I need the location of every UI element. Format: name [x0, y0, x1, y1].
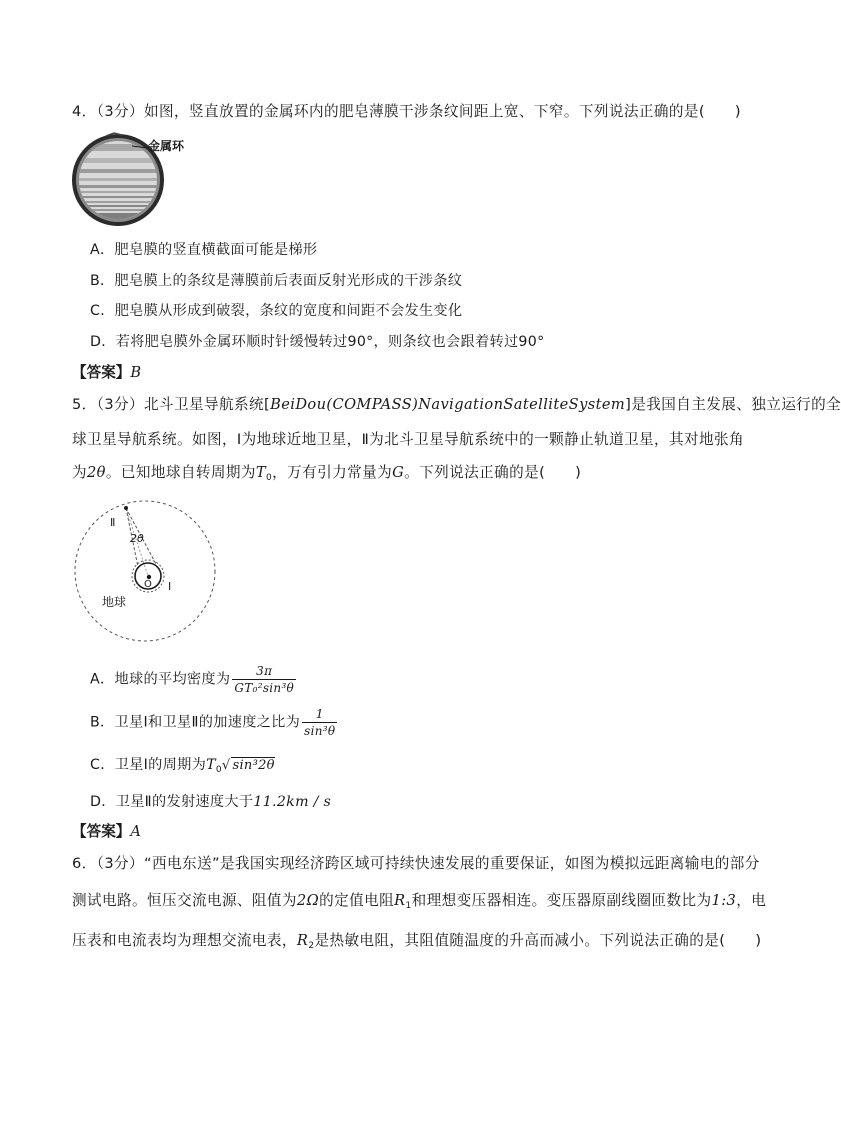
- q5-stem-line1: [72, 393, 841, 414]
- q6-resistance: 2Ω: [296, 892, 320, 909]
- q5-line3-c: ，万有引力常量为: [272, 464, 393, 481]
- q5-answer-value: A: [130, 823, 141, 840]
- q5-option-d-text: D．卫星Ⅱ的发射速度大于: [90, 794, 254, 810]
- q5-angle: 2θ: [87, 464, 106, 481]
- q4-option-c: C．肥皂膜从形成到破裂，条纹的宽度和间距不会发生变化: [90, 303, 463, 319]
- q5-system-name: BeiDou(COMPASS)NavigationSatelliteSystem: [270, 396, 626, 413]
- q5-option-b: [90, 706, 337, 739]
- q6-stem-line3: [72, 929, 761, 951]
- satellite-1-label: Ⅰ: [168, 580, 172, 593]
- q5-option-a-fraction: [232, 663, 296, 696]
- q5-orbit-figure: [70, 496, 220, 646]
- q5-line1-b: ]是我国自主发展、独立运行的全: [625, 396, 841, 413]
- q5-option-a-text: A．地球的平均密度为: [90, 671, 231, 688]
- q4-option-d: D．若将肥皂膜外金属环顺时针缓慢转过90°，则条纹也会跟着转过90°: [90, 334, 545, 350]
- q6-line2-a: 测试电路。恒压交流电源、阻值为: [72, 892, 297, 909]
- q4-answer-value: B: [130, 364, 142, 381]
- q5-option-b-den: sin³θ: [304, 724, 336, 738]
- q4-answer: [72, 361, 141, 382]
- q4-option-a: A．肥皂膜的竖直横截面可能是梯形: [90, 242, 318, 258]
- q5-option-a-num: 3π: [232, 663, 296, 680]
- q5-line3-b: 。已知地球自转周期为: [105, 464, 256, 481]
- q5-option-c-T: T: [206, 757, 216, 773]
- earth-label: 地球: [102, 595, 127, 609]
- q6-R2-sub: 2: [308, 941, 315, 951]
- q5-line3-a: 为: [72, 464, 87, 481]
- q5-stem-line3: [72, 461, 581, 483]
- q5-line3-d: 。下列说法正确的是( ): [404, 464, 582, 481]
- q5-line1-a: 5．（3分）北斗卫星导航系统[: [72, 396, 271, 413]
- q5-period-T: T: [255, 464, 266, 481]
- q5-option-b-num: 1: [302, 706, 337, 723]
- q6-line3-a: 压表和电流表均为理想交流电表，: [72, 932, 297, 949]
- q6-stem-line2: [72, 889, 766, 911]
- q6-line2-c: 和理想变压器相连。变压器原副线圈匝数比为: [411, 892, 712, 909]
- q6-stem-line1: 6．（3分）“西电东送”是我国实现经济跨区域可持续快速发展的重要保证，如图为模拟远距离输电的部分: [72, 855, 760, 872]
- q5-gravity-G: G: [392, 464, 405, 481]
- geostationary-orbit: [75, 501, 215, 641]
- q6-line3-b: 是热敏电阻，其阻值随温度的升高而减小。下列说法正确的是( ): [314, 932, 762, 949]
- q4-stem: 4．（3分）如图，竖直放置的金属环内的肥皂薄膜干涉条纹间距上宽、下窄。下列说法正确的是( ): [72, 103, 741, 120]
- q5-option-b-fraction: [302, 706, 337, 739]
- center-label: O: [144, 579, 152, 590]
- q5-answer: [72, 820, 141, 841]
- q6-R1-sub: 1: [405, 901, 412, 911]
- q5-option-c-radicand: sin³2θ: [232, 758, 275, 773]
- q5-option-c-text: C．卫星Ⅰ的周期为: [90, 757, 207, 773]
- q6-line2-d: ，电: [736, 892, 767, 909]
- q5-option-a: [90, 663, 296, 696]
- q5-option-c: [90, 754, 275, 775]
- metal-ring-label: 金属环: [148, 139, 185, 153]
- q6-line2-b: 的定值电阻: [319, 892, 395, 909]
- q4-answer-label: 【答案】: [72, 364, 131, 381]
- q5-stem-line2: 球卫星导航系统。如图，Ⅰ为地球近地卫星，Ⅱ为北斗卫星导航系统中的一颗静止轨道卫星，其对地张角: [72, 431, 745, 448]
- q5-option-d-value: 11.2km / s: [253, 794, 332, 810]
- q5-option-b-text: B．卫星Ⅰ和卫星Ⅱ的加速度之比为: [90, 714, 301, 731]
- satellite-2-label: Ⅱ: [110, 516, 116, 529]
- q5-option-c-sub: 0: [215, 765, 222, 775]
- q5-option-c-sqrt: √ sin³2θ: [221, 758, 275, 773]
- q5-period-sub: 0: [265, 473, 273, 483]
- satellite-2-dot: [124, 506, 128, 510]
- q4-soap-film-figure: [70, 132, 200, 230]
- q5-answer-label: 【答案】: [72, 823, 131, 840]
- q6-turns-ratio: 1:3: [711, 892, 737, 909]
- q6-R1: R: [394, 892, 406, 909]
- q4-option-b: B．肥皂膜上的条纹是薄膜前后表面反射光形成的干涉条纹: [90, 273, 463, 289]
- angle-label: 2θ: [130, 532, 144, 545]
- q6-R2: R: [296, 932, 309, 949]
- q5-option-a-den: GT₀²sin³θ: [234, 681, 295, 695]
- q5-option-d: [90, 791, 331, 811]
